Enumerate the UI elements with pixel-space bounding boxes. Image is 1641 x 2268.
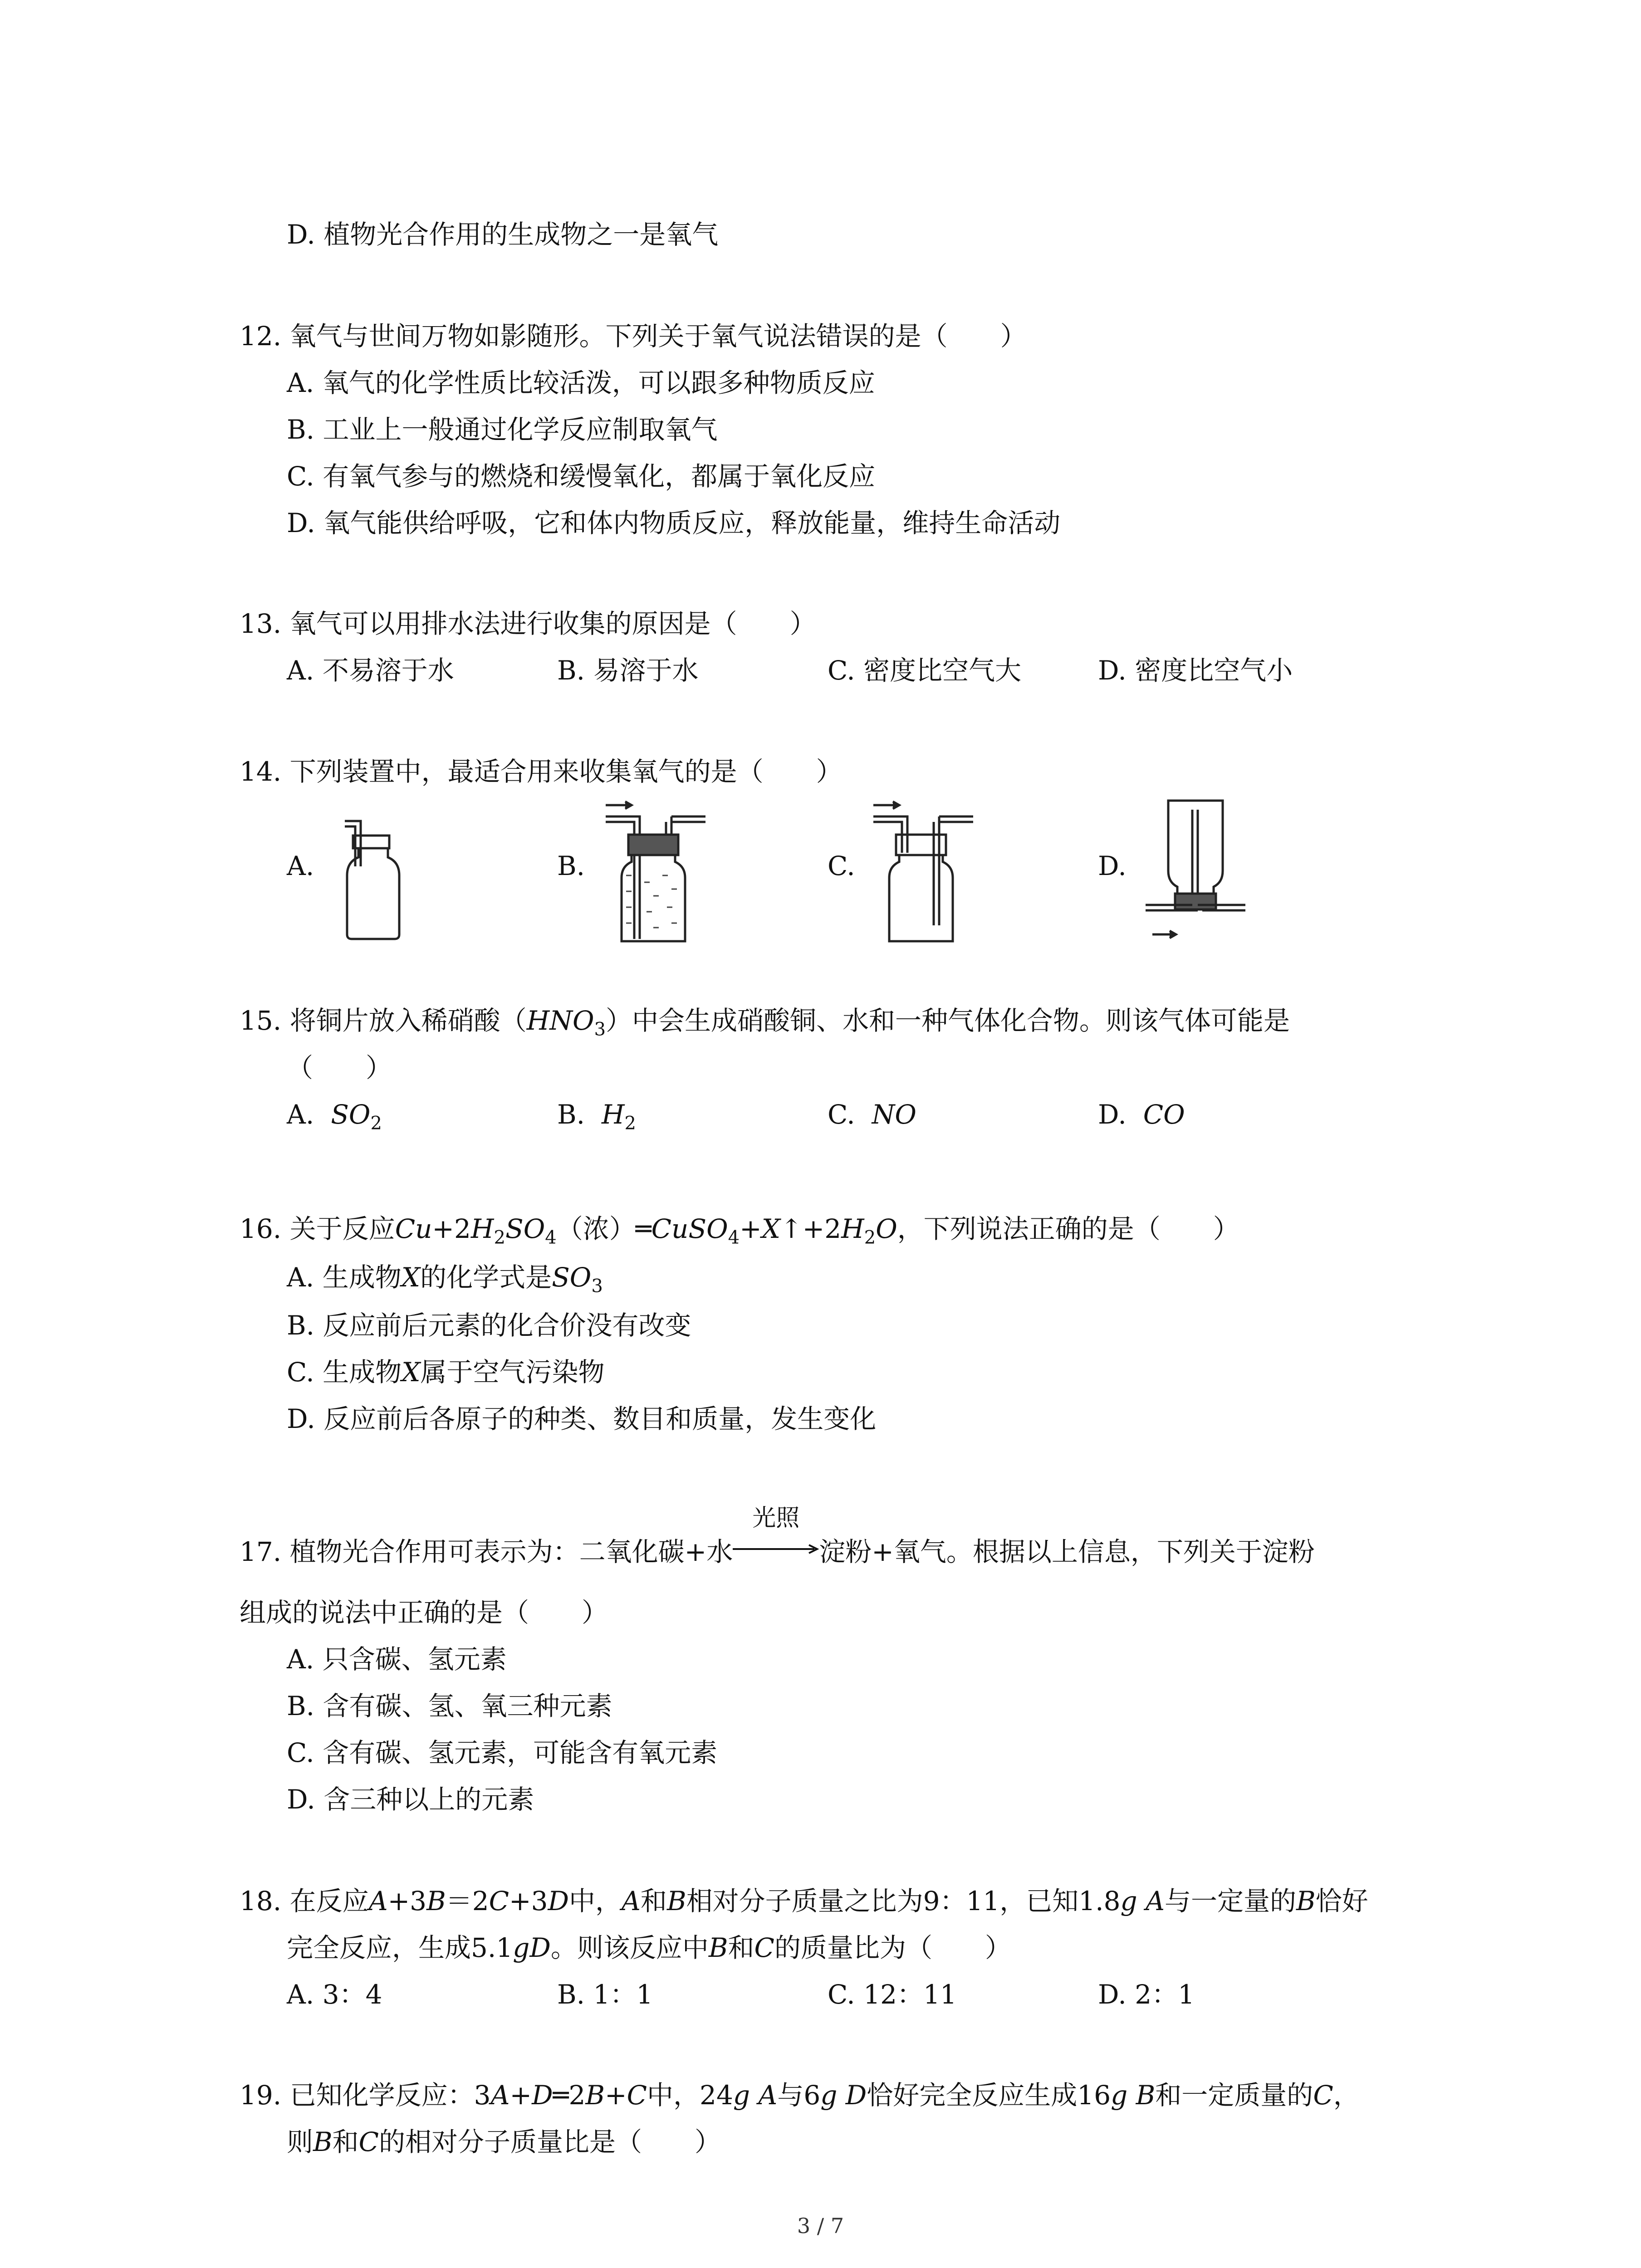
q18-option-c: C. 12：11 bbox=[828, 1979, 957, 2010]
q17-option-c: C. 含有碳、氢元素，可能含有氧元素 bbox=[287, 1737, 718, 1768]
q15-stem-line2: （ ） bbox=[287, 1052, 392, 1083]
q14-option-c-label: C. bbox=[828, 850, 855, 881]
gas-bottle-a-icon bbox=[336, 807, 413, 943]
q16-stem: 16. 关于反应$Cu+2H_2SO_4$（浓）$═CuSO_4+X↑+2H_2O$，下列说法正确的是（ ） bbox=[240, 1213, 1239, 1248]
q12-option-c: C. 有氧气参与的燃烧和缓慢氧化，都属于氧化反应 bbox=[287, 461, 876, 492]
q19-stem-line2: 则B和C的相对分子质量比是（ ） bbox=[287, 2126, 721, 2157]
q14-option-a-label: A. bbox=[287, 850, 314, 881]
q18-stem-line2: 完全反应，生成5.1gD。则该反应中B和C的质量比为（ ） bbox=[287, 1932, 1011, 1963]
q12-option-a: A. 氧气的化学性质比较活泼，可以跟多种物质反应 bbox=[287, 367, 875, 398]
q17-option-b: B. 含有碳、氢、氧三种元素 bbox=[287, 1691, 612, 1721]
q14-option-b-label: B. bbox=[557, 850, 585, 881]
gas-bottle-d-icon bbox=[1143, 796, 1248, 946]
q15-option-a: A. $SO_2$ bbox=[287, 1099, 382, 1134]
q13-option-c: C. 密度比空气大 bbox=[828, 655, 1022, 686]
gas-bottle-b-icon bbox=[603, 798, 708, 948]
q16-option-b: B. 反应前后元素的化合价没有改变 bbox=[287, 1310, 691, 1341]
q18-option-b: B. 1：1 bbox=[557, 1979, 653, 2010]
q15-option-c: C. NO bbox=[828, 1099, 916, 1130]
q11-option-d: D. 植物光合作用的生成物之一是氧气 bbox=[287, 219, 719, 250]
q16-option-a: A. 生成物X的化学式是$SO_3$ bbox=[287, 1262, 603, 1297]
q17-option-d: D. 含三种以上的元素 bbox=[287, 1784, 534, 1815]
q17-stem: 17. 植物光合作用可表示为：二氧化碳+水 光照 淀粉+氧气。根据以上信息，下列关于淀粉 bbox=[240, 1505, 1315, 1567]
q12-stem: 12. 氧气与世间万物如影随形。下列关于氧气说法错误的是（ ） bbox=[240, 321, 1027, 352]
q15-option-b: B. $H_2$ bbox=[557, 1099, 636, 1134]
q12-option-d: D. 氧气能供给呼吸，它和体内物质反应，释放能量，维持生命活动 bbox=[287, 508, 1061, 538]
q13-option-a: A. 不易溶于水 bbox=[287, 655, 454, 686]
q14-stem: 14. 下列装置中，最适合用来收集氧气的是（ ） bbox=[240, 756, 843, 787]
q16-option-d: D. 反应前后各原子的种类、数目和质量，发生变化 bbox=[287, 1403, 877, 1434]
page-number: 3 / 7 bbox=[797, 2214, 844, 2238]
q15-option-d: D. CO bbox=[1098, 1099, 1185, 1130]
reaction-arrow: 光照 bbox=[733, 1535, 819, 1561]
q12-option-b: B. 工业上一般通过化学反应制取氧气 bbox=[287, 414, 718, 445]
q13-option-d: D. 密度比空气小 bbox=[1098, 655, 1293, 686]
q16-option-c: C. 生成物X属于空气污染物 bbox=[287, 1357, 605, 1388]
q17-stem-line2: 组成的说法中正确的是（ ） bbox=[240, 1597, 608, 1628]
q18-option-a: A. 3：4 bbox=[287, 1979, 382, 2010]
q19-stem: 19. 已知化学反应：3A+D═2B+C中，24g A与6g D恰好完全反应生成16g B和一定质量的C， bbox=[240, 2080, 1360, 2111]
q15-stem: 15. 将铜片放入稀硝酸$(HNO_3)$中会生成硝酸铜、水和一种气体化合物。则该气体可能是 bbox=[240, 1005, 1290, 1040]
q14-option-d-label: D. bbox=[1098, 850, 1127, 881]
gas-bottle-c-icon bbox=[871, 798, 975, 948]
q13-option-b: B. 易溶于水 bbox=[557, 655, 699, 686]
q18-option-d: D. 2：1 bbox=[1098, 1979, 1195, 2010]
q17-option-a: A. 只含碳、氢元素 bbox=[287, 1644, 507, 1675]
q13-stem: 13. 氧气可以用排水法进行收集的原因是（ ） bbox=[240, 608, 816, 639]
q18-stem: 18. 在反应A+3B＝2C+3D中，A和B相对分子质量之比为9：11，已知1.8g A与一定量的B恰好 bbox=[240, 1886, 1368, 1916]
